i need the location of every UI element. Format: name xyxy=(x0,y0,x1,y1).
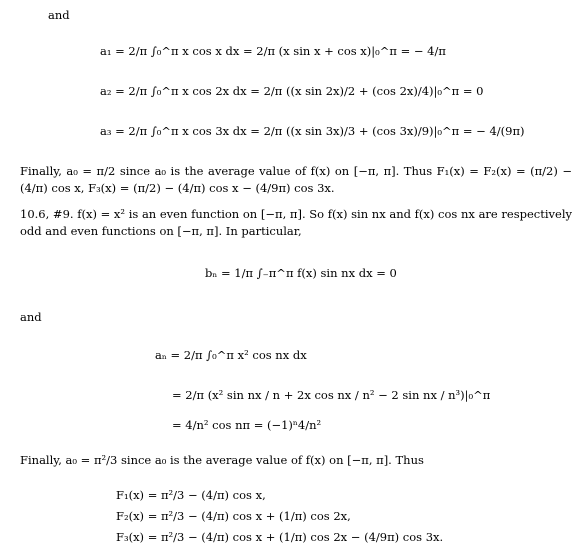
equation-F2: F₂(x) = π²/3 − (4/π) cos x + (1/π) cos 2x, xyxy=(116,509,351,523)
equation-a1: a₁ = 2/π ∫₀^π x cos x dx = 2/π (x sin x + cos x)|₀^π = − 4/π xyxy=(100,44,446,58)
paragraph-finally-1: Finally, a₀ = π/2 since a₀ is the average value of f(x) on [−π, π]. Thus F₁(x) = F₂(x) = (π/2) − (4/π) cos x, F₃(x) = (π/2) − (4/π) cos x − (4/9π) cos 3x. xyxy=(20,164,572,195)
equation-an-3: = 4/n² cos nπ = (−1)ⁿ4/n² xyxy=(172,418,322,432)
and-label-2: and xyxy=(20,310,42,324)
and-label-1: and xyxy=(48,8,70,22)
equation-an-1: aₙ = 2/π ∫₀^π x² cos nx dx xyxy=(155,348,307,362)
equation-F1: F₁(x) = π²/3 − (4/π) cos x, xyxy=(116,488,266,502)
paragraph-finally-2: Finally, a₀ = π²/3 since a₀ is the average value of f(x) on [−π, π]. Thus xyxy=(20,453,424,467)
paragraph-problem-10-6-9: 10.6, #9. f(x) = x² is an even function on [−π, π]. So f(x) sin nx and f(x) cos nx are respectively odd and even functions on [−π, π]. In particular, xyxy=(20,207,572,238)
equation-F3: F₃(x) = π²/3 − (4/π) cos x + (1/π) cos 2x − (4/9π) cos 3x. xyxy=(116,530,444,544)
equation-a2: a₂ = 2/π ∫₀^π x cos 2x dx = 2/π ((x sin 2x)/2 + (cos 2x)/4)|₀^π = 0 xyxy=(100,84,484,98)
equation-bn: bₙ = 1/π ∫₋π^π f(x) sin nx dx = 0 xyxy=(205,266,397,280)
equation-a3: a₃ = 2/π ∫₀^π x cos 3x dx = 2/π ((x sin 3x)/3 + (cos 3x)/9)|₀^π = − 4/(9π) xyxy=(100,124,525,138)
equation-an-2: = 2/π (x² sin nx / n + 2x cos nx / n² − 2 sin nx / n³)|₀^π xyxy=(172,388,491,402)
